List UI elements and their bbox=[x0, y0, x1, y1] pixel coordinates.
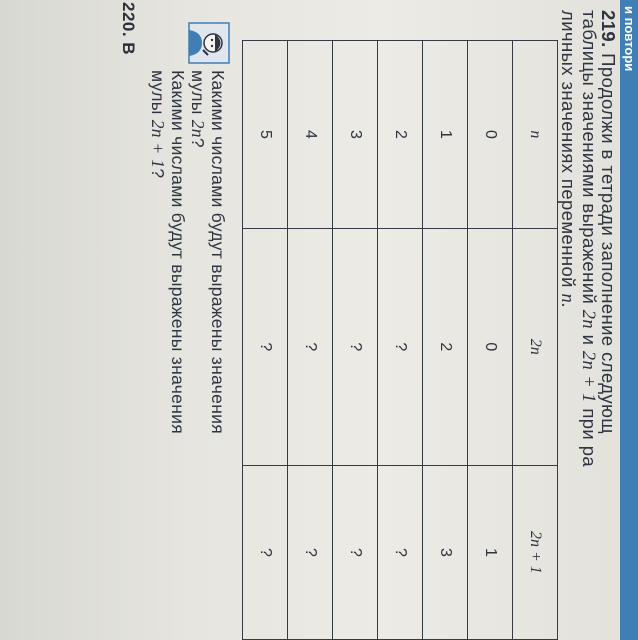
question-1-expression: 2n bbox=[188, 119, 208, 138]
question-2-mark: ? bbox=[148, 168, 168, 179]
table-cell: ? bbox=[288, 465, 333, 639]
column-header-2n-plus-1: 2n + 1 bbox=[513, 465, 558, 639]
table-row bbox=[468, 41, 513, 640]
table-cell: ? bbox=[378, 465, 423, 639]
task-219-text bbox=[557, 10, 618, 640]
expression-2n-plus-1: 2n + 1 bbox=[578, 350, 598, 403]
table-cell: 2 bbox=[378, 41, 423, 229]
task-line-1: Продолжи в тетради заполнение следующ bbox=[598, 53, 619, 434]
question-2 bbox=[148, 70, 188, 434]
table-cell: 3 bbox=[333, 41, 378, 229]
expression-2n: 2n bbox=[578, 309, 598, 330]
table-cell: 5 bbox=[243, 41, 288, 229]
table-cell: ? bbox=[333, 228, 378, 465]
table-cell: ? bbox=[333, 465, 378, 639]
table-cell: 0 bbox=[468, 41, 513, 229]
table-cell: 4 bbox=[288, 41, 333, 229]
table-row bbox=[333, 41, 378, 640]
table-row bbox=[423, 41, 468, 640]
question-2-expression: 2n + 1 bbox=[148, 119, 168, 169]
task-number: 219. bbox=[598, 10, 619, 48]
question-1 bbox=[188, 70, 228, 434]
table-cell: ? bbox=[243, 465, 288, 639]
question-2-line-2: мулы bbox=[148, 70, 168, 120]
table-cell: ? bbox=[243, 228, 288, 465]
values-table bbox=[242, 40, 558, 640]
table-cell: 1 bbox=[468, 465, 513, 639]
question-1-mark: ? bbox=[188, 137, 208, 148]
section-header bbox=[620, 0, 638, 640]
table-row bbox=[243, 41, 288, 640]
variable-n: n. bbox=[557, 293, 577, 309]
task-line-2-end: при ра bbox=[579, 402, 600, 468]
column-header-2n: 2n bbox=[513, 228, 558, 465]
next-task-fragment: 220. В bbox=[119, 2, 138, 56]
table-row bbox=[378, 41, 423, 640]
question-1-line-2: мулы bbox=[188, 70, 208, 120]
task-line-3: личных значениях переменной bbox=[558, 10, 579, 294]
table-cell: ? bbox=[288, 228, 333, 465]
table-header-row bbox=[513, 41, 558, 640]
question-2-line-1: Какими числами будут выражены значения bbox=[168, 70, 188, 435]
table-cell: 0 bbox=[468, 228, 513, 465]
column-header-n: n bbox=[513, 41, 558, 229]
task-line-2-mid: и bbox=[579, 329, 600, 351]
table-row bbox=[288, 41, 333, 640]
task-line-2-start: таблицы значениями выражений bbox=[579, 10, 600, 310]
question-1-line-1: Какими числами будут выражены значения bbox=[208, 70, 228, 435]
table-cell: ? bbox=[378, 228, 423, 465]
table-cell: 3 bbox=[423, 465, 468, 639]
table-cell: 1 bbox=[423, 41, 468, 229]
section-header-label: и повтори bbox=[622, 6, 637, 72]
thinking-person-icon bbox=[188, 22, 230, 64]
table-cell: 2 bbox=[423, 228, 468, 465]
